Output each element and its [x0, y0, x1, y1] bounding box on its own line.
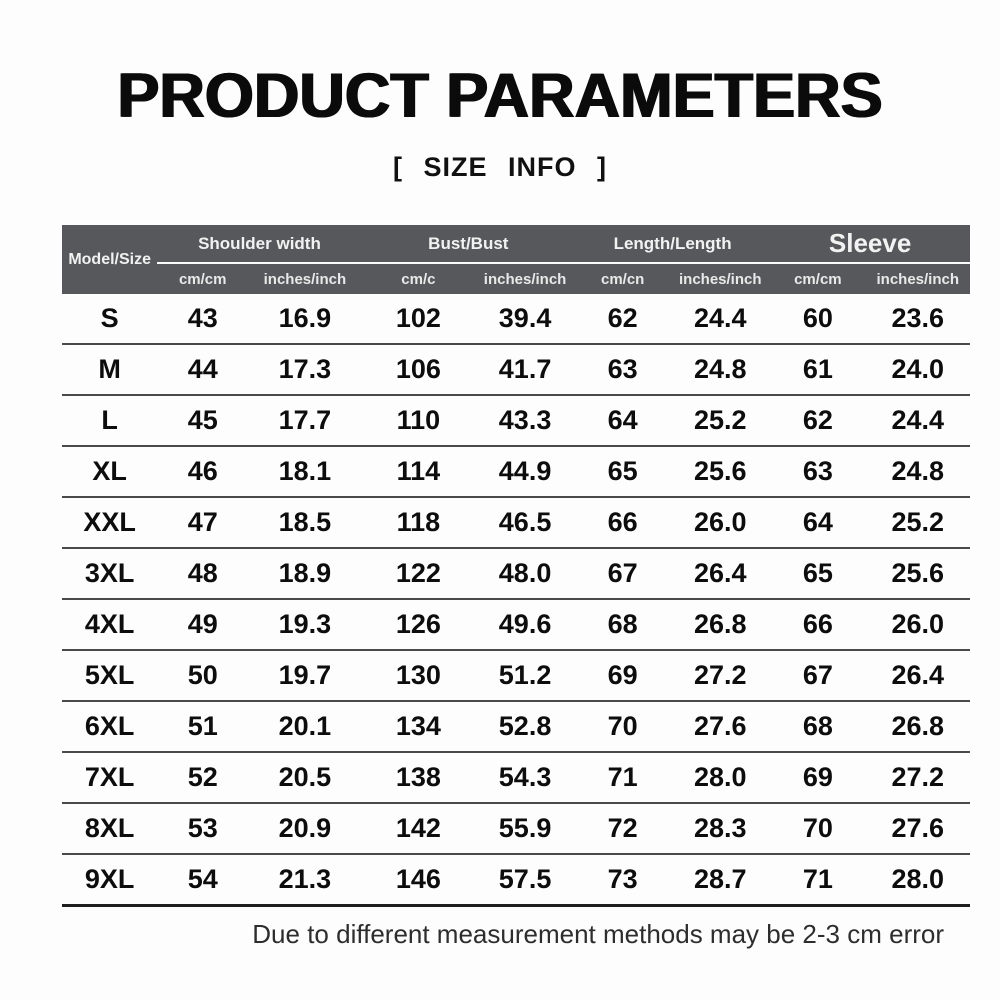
table-row: [62, 701, 970, 752]
measurement-value-cell: 26.8: [670, 599, 770, 650]
footer-note: Due to different measurement methods may be 2-3 cm error: [252, 919, 944, 949]
measurement-value-cell: 25.2: [866, 497, 970, 548]
unit-header-shoulder-cm: cm/cm: [157, 263, 248, 294]
measurement-value-cell: 146: [362, 854, 476, 906]
measurement-value-cell: 49.6: [475, 599, 575, 650]
measurement-value-cell: 27.2: [866, 752, 970, 803]
table-row: [62, 497, 970, 548]
measurement-value-cell: 46.5: [475, 497, 575, 548]
size-label-cell: 9XL: [62, 854, 157, 906]
measurement-value-cell: 25.2: [670, 395, 770, 446]
measurement-value-cell: 54: [157, 854, 248, 906]
measurement-value-cell: 49: [157, 599, 248, 650]
measurement-value-cell: 26.0: [670, 497, 770, 548]
size-label-cell: 8XL: [62, 803, 157, 854]
measurement-value-cell: 69: [770, 752, 865, 803]
size-table-body: [62, 294, 970, 906]
measurement-value-cell: 63: [770, 446, 865, 497]
table-row: [62, 446, 970, 497]
measurement-value-cell: 17.7: [248, 395, 362, 446]
measurement-value-cell: 45: [157, 395, 248, 446]
table-row: [62, 854, 970, 906]
corner-header-model-size: Model/Size: [62, 225, 157, 294]
measurement-value-cell: 26.4: [670, 548, 770, 599]
measurement-value-cell: 63: [575, 344, 670, 395]
measurement-value-cell: 62: [575, 294, 670, 344]
measurement-value-cell: 26.0: [866, 599, 970, 650]
measurement-value-cell: 71: [770, 854, 865, 906]
size-label-cell: 5XL: [62, 650, 157, 701]
measurement-value-cell: 41.7: [475, 344, 575, 395]
group-header-bust: Bust/Bust: [362, 225, 575, 263]
table-row: [62, 803, 970, 854]
measurement-value-cell: 27.6: [866, 803, 970, 854]
measurement-value-cell: 54.3: [475, 752, 575, 803]
group-header-row: [62, 225, 970, 263]
measurement-value-cell: 39.4: [475, 294, 575, 344]
measurement-value-cell: 72: [575, 803, 670, 854]
unit-header-length-inch: inches/inch: [670, 263, 770, 294]
table-row: [62, 294, 970, 344]
measurement-value-cell: 52.8: [475, 701, 575, 752]
measurement-value-cell: 20.1: [248, 701, 362, 752]
measurement-value-cell: 126: [362, 599, 476, 650]
group-header-sleeve: Sleeve: [770, 225, 970, 263]
unit-header-sleeve-inch: inches/inch: [866, 263, 970, 294]
measurement-value-cell: 44.9: [475, 446, 575, 497]
unit-header-bust-inch: inches/inch: [475, 263, 575, 294]
measurement-value-cell: 18.5: [248, 497, 362, 548]
table-row: [62, 395, 970, 446]
measurement-value-cell: 60: [770, 294, 865, 344]
measurement-value-cell: 24.0: [866, 344, 970, 395]
measurement-value-cell: 24.8: [670, 344, 770, 395]
measurement-value-cell: 50: [157, 650, 248, 701]
measurement-value-cell: 28.3: [670, 803, 770, 854]
size-table: [62, 225, 970, 907]
measurement-value-cell: 28.0: [670, 752, 770, 803]
measurement-value-cell: 65: [575, 446, 670, 497]
page-subtitle: [ SIZE INFO ]: [393, 152, 607, 182]
measurement-value-cell: 68: [575, 599, 670, 650]
measurement-value-cell: 61: [770, 344, 865, 395]
measurement-value-cell: 43.3: [475, 395, 575, 446]
measurement-value-cell: 69: [575, 650, 670, 701]
measurement-value-cell: 26.4: [866, 650, 970, 701]
measurement-value-cell: 18.9: [248, 548, 362, 599]
page-title: PRODUCT PARAMETERS: [117, 61, 883, 131]
table-row: [62, 548, 970, 599]
measurement-value-cell: 65: [770, 548, 865, 599]
measurement-value-cell: 68: [770, 701, 865, 752]
measurement-value-cell: 122: [362, 548, 476, 599]
size-label-cell: L: [62, 395, 157, 446]
measurement-value-cell: 51.2: [475, 650, 575, 701]
measurement-value-cell: 25.6: [670, 446, 770, 497]
measurement-value-cell: 17.3: [248, 344, 362, 395]
measurement-value-cell: 25.6: [866, 548, 970, 599]
measurement-value-cell: 142: [362, 803, 476, 854]
size-label-cell: 6XL: [62, 701, 157, 752]
measurement-value-cell: 70: [575, 701, 670, 752]
measurement-value-cell: 24.8: [866, 446, 970, 497]
measurement-value-cell: 26.8: [866, 701, 970, 752]
measurement-value-cell: 64: [770, 497, 865, 548]
measurement-value-cell: 19.7: [248, 650, 362, 701]
measurement-value-cell: 102: [362, 294, 476, 344]
measurement-value-cell: 44: [157, 344, 248, 395]
measurement-value-cell: 20.9: [248, 803, 362, 854]
measurement-value-cell: 27.6: [670, 701, 770, 752]
table-row: [62, 599, 970, 650]
measurement-value-cell: 24.4: [866, 395, 970, 446]
measurement-value-cell: 134: [362, 701, 476, 752]
group-header-shoulder-width: Shoulder width: [157, 225, 361, 263]
measurement-value-cell: 28.7: [670, 854, 770, 906]
measurement-value-cell: 27.2: [670, 650, 770, 701]
measurement-value-cell: 23.6: [866, 294, 970, 344]
measurement-value-cell: 18.1: [248, 446, 362, 497]
measurement-value-cell: 24.4: [670, 294, 770, 344]
measurement-value-cell: 53: [157, 803, 248, 854]
measurement-value-cell: 28.0: [866, 854, 970, 906]
measurement-value-cell: 110: [362, 395, 476, 446]
size-label-cell: S: [62, 294, 157, 344]
measurement-value-cell: 70: [770, 803, 865, 854]
measurement-value-cell: 20.5: [248, 752, 362, 803]
unit-header-bust-cm: cm/c: [362, 263, 476, 294]
measurement-value-cell: 114: [362, 446, 476, 497]
measurement-value-cell: 118: [362, 497, 476, 548]
measurement-value-cell: 67: [770, 650, 865, 701]
unit-header-sleeve-cm: cm/cm: [770, 263, 865, 294]
size-label-cell: XXL: [62, 497, 157, 548]
measurement-value-cell: 57.5: [475, 854, 575, 906]
measurement-value-cell: 46: [157, 446, 248, 497]
measurement-value-cell: 73: [575, 854, 670, 906]
measurement-value-cell: 138: [362, 752, 476, 803]
measurement-value-cell: 66: [770, 599, 865, 650]
size-label-cell: 3XL: [62, 548, 157, 599]
measurement-value-cell: 16.9: [248, 294, 362, 344]
measurement-value-cell: 71: [575, 752, 670, 803]
measurement-value-cell: 48.0: [475, 548, 575, 599]
measurement-value-cell: 55.9: [475, 803, 575, 854]
table-row: [62, 650, 970, 701]
unit-header-length-cm: cm/cn: [575, 263, 670, 294]
size-label-cell: M: [62, 344, 157, 395]
unit-header-shoulder-inch: inches/inch: [248, 263, 362, 294]
measurement-value-cell: 51: [157, 701, 248, 752]
table-row: [62, 344, 970, 395]
measurement-value-cell: 52: [157, 752, 248, 803]
measurement-value-cell: 106: [362, 344, 476, 395]
table-row: [62, 752, 970, 803]
measurement-value-cell: 66: [575, 497, 670, 548]
measurement-value-cell: 64: [575, 395, 670, 446]
table-header: [62, 225, 970, 294]
unit-header-row: [62, 263, 970, 294]
measurement-value-cell: 47: [157, 497, 248, 548]
size-label-cell: 4XL: [62, 599, 157, 650]
measurement-value-cell: 62: [770, 395, 865, 446]
size-label-cell: 7XL: [62, 752, 157, 803]
measurement-value-cell: 43: [157, 294, 248, 344]
measurement-value-cell: 67: [575, 548, 670, 599]
measurement-value-cell: 21.3: [248, 854, 362, 906]
measurement-value-cell: 48: [157, 548, 248, 599]
group-header-length: Length/Length: [575, 225, 770, 263]
measurement-value-cell: 130: [362, 650, 476, 701]
size-label-cell: XL: [62, 446, 157, 497]
measurement-value-cell: 19.3: [248, 599, 362, 650]
